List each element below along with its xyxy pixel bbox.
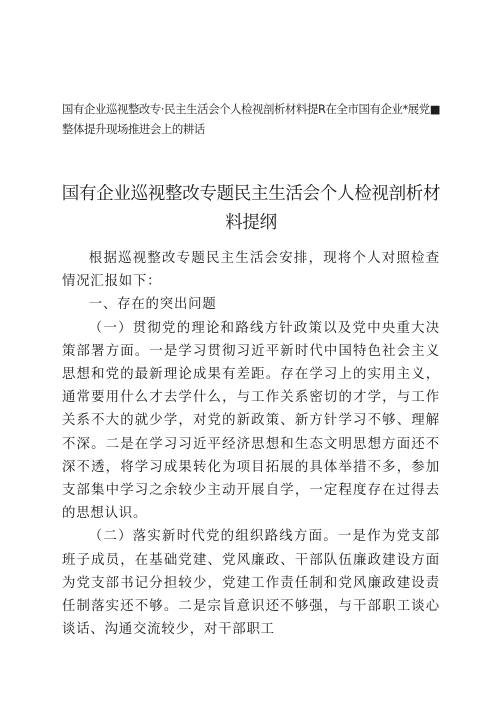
body-paragraph: （二）落实新时代党的组织路线方面。一是作为党支部班子成员，在基础党建、党风廉政、干部队伍廉政建设方面为党支部书记分担较少，党建工作责任制和党风廉政建设责任制落实还不够。二是宗旨意识还不够强，与干部职工谈心谈话、沟通交流较少，对干部职工 — [62, 529, 440, 638]
body-paragraph: （一）贯彻党的理论和路线方针政策以及党中央重大决策部署方面。一是学习贯彻习近平新时代中国特色社会主义思想和党的最新理论成果有差距。存在学习上的实用主义，通常要用什么才去学什么，与工作关系密切的才学，与工作关系不大的就少学，对党的新政策、新方针学习不够、理解不深。二是在学习习近平经济思想和生态文明思想方面还不深不透，将学习成果转化为项目拓展的具体举措不多，参加支部集中学习之余较少主动开展自学，一定程度存在过得去的思想认识。 — [62, 320, 440, 522]
document-title: 国有企业巡视整改专题民主生活会个人检视剖析材料提纲 — [61, 184, 441, 233]
intro-paragraph: 根据巡视整改专题民主生活会安排，现将个人对照检查情况汇报如下： — [62, 251, 440, 290]
header-note: 国有企业巡视整改专·民主生活会个人检视剖析材料提R在全市国有企业*展党■整体提升现场推进会上的耕话 — [62, 102, 441, 136]
section-heading: 一、存在的突出问题 — [88, 297, 217, 313]
document-body — [62, 247, 440, 641]
